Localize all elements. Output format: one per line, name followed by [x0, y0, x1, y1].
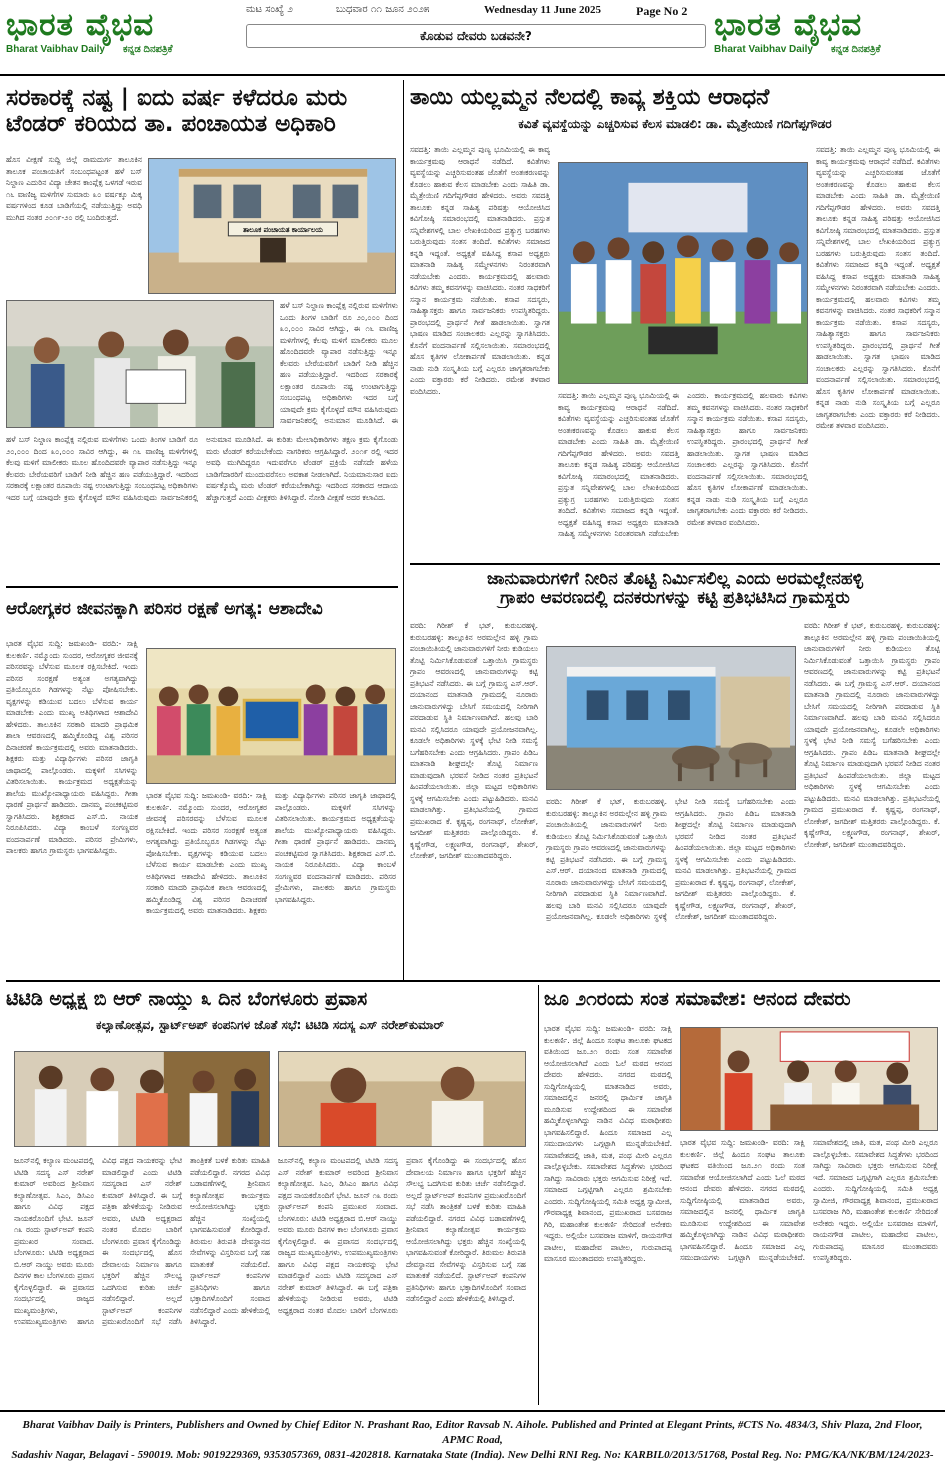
- logo-tagline: ಕನ್ನಡ ದಿನಪತ್ರಿಕೆ: [830, 44, 881, 55]
- column-divider: [403, 80, 404, 980]
- article-body-col3: ವರದಿ: ಗಿರೀಶ್ ಕೆ ಭಟ್, ಕುರುಬರಹಳ್ಳಿ. ಕುರುಬರಹಳ್ಳಿ: ತಾಲ್ಲೂಕಿನ ಅರಮಲ್ಲೇನ ಹಳ್ಳಿ ಗ್ರಾಮ ಪಂಚಾಯಿತಿಯಲ್ಲಿ ಜಾನುವಾರುಗಳಿಗೆ ನೀರು ಕುಡಿಯಲು ತೊಟ್ಟಿ ನಿರ್ಮಿಸಿಕೊಡುವಂತೆ ಒತ್ತಾಯಿಸಿ ಗ್ರಾಮಸ್ಥರು ಗ್ರಾಪಂ ಆವರಣದಲ್ಲಿ ಜಾನುವಾರುಗಳನ್ನು ಕಟ್ಟಿ ಪ್ರತಿಭಟನೆ ನಡೆಸಿದರು. ಈ ಬಗ್ಗೆ ಗ್ರಾಮಸ್ಥ ಎಸ್.ಆರ್. ದಯಾನಂದ ಮಾತನಾಡಿ ಗ್ರಾಮದಲ್ಲಿ ನೂರಾರು ಜಾನುವಾರುಗಳಿದ್ದು ಬೇಸಿಗೆ ಸಮಯದಲ್ಲಿ ನೀರಿಗಾಗಿ ಪರದಾಡುವ ಸ್ಥಿತಿ ನಿರ್ಮಾಣವಾಗಿದೆ. ಹಲವು ಬಾರಿ ಮನವಿ ಸಲ್ಲಿಸಿದರೂ ಯಾವುದೇ ಪ್ರಯೋಜನವಾಗಿಲ್ಲ. ಕೂಡಲೇ ಅಧಿಕಾರಿಗಳು ಸ್ಥಳಕ್ಕೆ ಭೇಟಿ ನೀಡಿ ಸಮಸ್ಯೆ ಬಗೆಹರಿಸಬೇಕು ಎಂದು ಆಗ್ರಹಿಸಿದರು. ಗ್ರಾಪಂ ಪಿಡಿಒ ಮಾತನಾಡಿ ಶೀಘ್ರದಲ್ಲೇ ತೊಟ್ಟಿ ನಿರ್ಮಾಣ ಮಾಡುವುದಾಗಿ ಭರವಸೆ ನೀಡಿದ ನಂತರ ಪ್ರತಿಭಟನೆ ಹಿಂಪಡೆಯಲಾಯಿತು. ಜಿಲ್ಲಾ ಮಟ್ಟದ ಅಧಿಕಾರಿಗಳು ಸ್ಥಳಕ್ಕೆ ಆಗಮಿಸಬೇಕು ಎಂದು ಪಟ್ಟುಹಿಡಿದರು. ಮನವಿ ಮಾಡಲಾಗಿತ್ತು. ಪ್ರತಿಭಟನೆಯಲ್ಲಿ ಗ್ರಾಮದ ಪ್ರಮುಖರಾದ ಕೆ. ಕೃಷ್ಣಪ್ಪ, ರಂಗನಾಥ್, ಲೋಕೇಶ್, ಜಗದೀಶ್ ಮತ್ತಿತರರು ಪಾಲ್ಗೊಂಡಿದ್ದರು. ಕೆ. ಕೃಷ್ಣೇಗೌಡ, ಲಕ್ಷ್ಮಣಗೌಡ, ರಂಗನಾಥ್, ಶೇಖರ್, ಲೋಕೇಶ್, ಜಗದೀಶ್ ಮುಂತಾದವರಿದ್ದರು.: [804, 621, 940, 849]
- article-headline: ಗ್ರಾಪಂ ಆವರಣದಲ್ಲಿ ದನಕರುಗಳನ್ನು ಕಟ್ಟಿ ಪ್ರತಿಭಟಿಸಿದ ಗ್ರಾಮಸ್ಥರು: [500, 589, 850, 609]
- office-sign-text: ತಾಲೂಕ ಪಂಚಾಯತ ಕಾರ್ಯಾಲಯ: [243, 225, 323, 234]
- article-body-col1: ಭಾರತ ವೈಭವ ಸುದ್ದಿ: ಜಮಖಂಡಿ- ವರದಿ:- ಸಾಕ್ಷಿ ಕುಲಕರ್ಣಿ. ನಮ್ಮೊಂದು ಸುಂದರ, ಆರೋಗ್ಯಕರ ಜೀವನಕ್ಕೆ ಪರಿಸರವನ್ನು ಬೆಳೆಸುವ ಮೂಲಕ ರಕ್ಷಿಸಬೇಕಿದೆ. ಇಂದು ಪರಿಸರ ಸಂರಕ್ಷಣೆ ಅತ್ಯಂತ ಅಗತ್ಯವಾಗಿದ್ದು ಪ್ರತಿಯೊಬ್ಬರೂ ಗಿಡಗಳನ್ನು ನೆಟ್ಟು ಪೋಷಿಸಬೇಕು. ವೃಕ್ಷಗಳನ್ನು ಕಡಿಯುವ ಬದಲು ಬೆಳೆಸುವ ಕಾರ್ಯ ಮಾಡಬೇಕು ಎಂದು ಮುಖ್ಯ ಅತಿಥಿಗಳಾದ ಆಶಾದೇವಿ ಹೇಳಿದರು. ತಾಲೂಕಿನ ಸರಕಾರಿ ಮಾದರಿ ಪ್ರಾಥಮಿಕ ಶಾಲಾ ಆವರಣದಲ್ಲಿ ಹಮ್ಮಿಕೊಂಡಿದ್ದ ವಿಶ್ವ ಪರಿಸರ ದಿನಾಚರಣೆ ಕಾರ್ಯಕ್ರಮದಲ್ಲಿ ಅವರು ಮಾತನಾಡಿದರು. ಶಿಕ್ಷಕರು ಮತ್ತು ವಿದ್ಯಾರ್ಥಿಗಳು ಪರಿಸರ ಜಾಗೃತಿ ಜಾಥಾದಲ್ಲಿ ಪಾಲ್ಗೊಂಡರು. ಮಕ್ಕಳಿಗೆ ಸಸಿಗಳನ್ನು ವಿತರಿಸಲಾಯಿತು. ಕಾರ್ಯಕ್ರಮದ ಅಧ್ಯಕ್ಷತೆಯನ್ನು ಶಾಲೆಯ ಮುಖ್ಯೋಪಾಧ್ಯಾಯರು ವಹಿಸಿದ್ದರು. ಗೀತಾ ಧಾರಣೆ ಪ್ರಾರ್ಥನೆ ಹಾಡಿದರು. ದಾನಮ್ಮ ಪಂಚಕಟ್ಟಿಮಠ ಸ್ವಾಗತಿಸಿದರು. ಶಿಕ್ಷಕರಾದ ಎಸ್.ಬಿ. ನಾಯಕ ನಿರೂಪಿಸಿದರು. ವಿದ್ಯಾ ಕಾಂಬಳೆ ಸಂಗಣ್ಣವರ ವಂದನಾರ್ಪಣೆ ಮಾಡಿದರು. ಪರಿಸರ ಪ್ರೇಮಿಗಳು, ಪಾಲಕರು ಹಾಗೂ ಗ್ರಾಮಸ್ಥರು ಭಾಗವಹಿಸಿದ್ದರು.: [6, 639, 138, 855]
- article-headline: ಜೂ ೨೧ರಂದು ಸಂತ ಸಮಾವೇಶ: ಆನಂದ ದೇವರು: [544, 989, 851, 1010]
- slogan-box: ಕೊಡುವ ದೇವರು ಬಡವನೇ?: [246, 24, 706, 48]
- article-headline: ಜಾನುವಾರುಗಳಿಗೆ ನೀರಿನ ತೊಟ್ಟಿ ನಿರ್ಮಿಸಲಿಲ್ಲ ಎಂದು ಅರಮಲ್ಲೇನಹಳ್ಳಿ: [487, 570, 863, 589]
- article-body: ಹಳೆ ಬಸ್ ನಿಲ್ದಾಣ ಕಾಂಪ್ಲೆಕ್ಸ ನಲ್ಲಿರುವ ಮಳಿಗೆಗಳು ಒಂದು ತಿಂಗಳ ಬಾಡಿಗೆ ರೂ ೨೦,೦೦೦ ದಿಂದ ೩೦,೦೦೦ ಸಾವಿರ ಆಗಿದ್ದು, ಈ ೧೬ ವಾಣಿಜ್ಯ ಮಳಿಗೆಗಳಲ್ಲಿ ಕೆಲವು ಮಳಿಗೆ ಮಾಲೀಕರು ಮೂಲ ಹೊಂದಿದವರೇ ವ್ಯಾಪಾರ ನಡೆಸುತ್ತಿದ್ದು ಇನ್ನೂ ಕೆಲವರು ಬೇರೆಯವರಿಗೆ ಬಾಡಿಗೆ ನೀಡಿ ಹೆಚ್ಚಿನ ಹಣ ಪಡೆಯುತ್ತಿದ್ದಾರೆ. ಇದರಿಂದ ಸರಕಾರಕ್ಕೆ ಲಕ್ಷಾಂತರ ರೂಪಾಯಿ ನಷ್ಟ ಉಂಟಾಗುತ್ತಿದ್ದು ಸಂಬಂಧಪಟ್ಟ ಅಧಿಕಾರಿಗಳು ಇದರ ಬಗ್ಗೆ ಯಾವುದೇ ಕ್ರಮ ಕೈಗೊಳ್ಳದೆ ಮೌನ ವಹಿಸಿರುವುದು ಸಾರ್ವಜನಿಕರಲ್ಲಿ ಅನುಮಾನ ಮೂಡಿಸಿದೆ. ಈ ಕುರಿತು ಮೇಲಾಧಿಕಾರಿಗಳು ತಕ್ಷಣ ಕ್ರಮ ಕೈಗೊಂಡು ಮರು ಟೆಂಡರ್ ಕರೆಯಬೇಕೆಂದು ನಾಗರಿಕರು ಆಗ್ರಹಿಸಿದ್ದಾರೆ. ೨೦೧೯ ರಲ್ಲಿ ಇದರ ಅವಧಿ ಮುಗಿದಿದ್ದರೂ ಇದುವರೆಗೂ ಟೆಂಡರ್ ಪ್ರಕ್ರಿಯೆ ನಡೆಸದೇ ಹಳೆಯ ಬಾಡಿಗೆದಾರರಿಗೆ ಮುಂದುವರೆಸಲು ಅವಕಾಶ ನೀಡಲಾಗಿದೆ. ನಿಯಮಾನುಸಾರ ಐದು ವರ್ಷಕ್ಕೊಮ್ಮೆ ಮರು ಟೆಂಡರ್ ಕರೆಯಬೇಕಾಗಿದ್ದು ಇದರಿಂದ ಸರಕಾರದ ಆದಾಯ ಹೆಚ್ಚಾಗುತ್ತದೆ ಎಂದು ವೀಕ್ಷಕರು ತಿಳಿಸಿದ್ದಾರೆ. ನೋಡಿ ವೀಕ್ಷಣೆ ಅದರ ಕಲಾವಿದ.: [6, 435, 398, 502]
- newspaper-logo-right: [714, 2, 942, 72]
- article-body-col3: ಸವದತ್ತಿ: ತಾಯಿ ಎಲ್ಲಮ್ಮನ ಪುಣ್ಯ ಭೂಮಿಯಲ್ಲಿ ಈ ಕಾವ್ಯ ಕಾರ್ಯಕ್ರಮವು ಆರಾಧನೆ ನಡೆದಿದೆ. ಕವಿತೆಗಳು ವ್ಯವಸ್ಥೆಯನ್ನು ಎಚ್ಚರಿಸುವಂತಹ ಜೊತೆಗೆ ಅಂತಃಕರಣವನ್ನು ಕೊಡಲು ಹಾಕುವ ಕೆಲಸ ಮಾಡಬೇಕು ಎಂದು ಸಾಹಿತಿ ಡಾ. ಮೈತ್ರೇಯಿಣಿ ಗದಿಗೆಪ್ಪಗೌಡರ ಹೇಳಿದರು. ಅವರು ಸವದತ್ತಿ ತಾಲೂಕು ಕನ್ನಡ ಸಾಹಿತ್ಯ ಪರಿಷತ್ತು ಆಯೋಜಿಸಿದ ಕವಿಗೋಷ್ಠಿ ಸಮಾರಂಭದಲ್ಲಿ ಮಾತನಾಡಿದರು. ಪ್ರಸ್ತುತ ಸನ್ನಿವೇಶಗಳಲ್ಲಿ ಬಾಲ ಲೇಖಕಿಯರಿಂದ ಪ್ರತ್ಯುಗ್ರ ಬರಹಗಳು ಬರುತ್ತಿರುವುದು ಸಂತಸ ತಂದಿದೆ. ಕವಿತೆಗಳು ಸಮಾಜದ ಕನ್ನಡಿ ಇದ್ದಂತೆ. ಅಧ್ಯಕ್ಷತೆ ವಹಿಸಿದ್ದ ಕಸಾಪ ಅಧ್ಯಕ್ಷರು ಮಾತನಾಡಿ ಸಾಹಿತ್ಯ ಸಮ್ಮೇಳನಗಳು ನಿರಂತರವಾಗಿ ನಡೆಯಬೇಕು ಎಂದರು. ಕಾರ್ಯಕ್ರಮದಲ್ಲಿ ಹಲವಾರು ಕವಿಗಳು ತಮ್ಮ ಕವನಗಳನ್ನು ವಾಚಿಸಿದರು. ನಂತರ ಸಾಧಕರಿಗೆ ಸನ್ಮಾನ ಕಾರ್ಯಕ್ರಮ ನಡೆಯಿತು. ಕಸಾಪ ಸದಸ್ಯರು, ಸಾಹಿತ್ಯಾಸಕ್ತರು ಹಾಗೂ ಸಾರ್ವಜನಿಕರು ಉಪಸ್ಥಿತರಿದ್ದರು. ಪ್ರಾರಂಭದಲ್ಲಿ ಪ್ರಾರ್ಥನೆ ಗೀತೆ ಹಾಡಲಾಯಿತು. ಸ್ವಾಗತ ಭಾಷಣ ಮಾಡಿದ ಸಂಚಾಲಕರು ಎಲ್ಲರನ್ನು ಸ್ವಾಗತಿಸಿದರು. ಕೊನೆಗೆ ವಂದನಾರ್ಪಣೆ ಸಲ್ಲಿಸಲಾಯಿತು. ಸಮಾರಂಭದಲ್ಲಿ ಹೊಸ ಕೃತಿಗಳ ಲೋಕಾರ್ಪಣೆ ಮಾಡಲಾಯಿತು. ಕನ್ನಡ ನಾಡು ನುಡಿ ಸಂಸ್ಕೃತಿಯ ಬಗ್ಗೆ ಎಲ್ಲರೂ ಜಾಗೃತರಾಗಬೇಕು ಎಂದು ವಕ್ತಾರರು ಕರೆ ನೀಡಿದರು. ರಮೇಶ ತಳವಾರ ವಂದಿಸಿದರು.: [816, 145, 940, 430]
- ttd-felicitation-photo: [14, 1051, 270, 1147]
- volume-number: ಮಟ ಸಂಖ್ಯೆ ೨: [246, 4, 293, 15]
- article-body-right: ಜೂನ್‌ನಲ್ಲಿ ಕಲ್ಯಾಣ ಮಂಟಪದಲ್ಲಿ ಟಿಟಿಡಿ ಸದಸ್ಯ ಎಸ್ ನರೇಶ್ ಕುಮಾರ್ ಅವರಿಂದ ಶ್ರೀನಿವಾಸ ಕಲ್ಯಾಣೋತ್ಸವ. ಸಿಎಂ, ಡಿಸಿಎಂ ಹಾಗೂ ವಿವಿಧ ಪಕ್ಷದ ನಾಯಕರೊಂದಿಗೆ ಭೇಟಿ. ಜೂನ್ ೧೩ ರಂದು ಸ್ಟಾರ್ಟ್ಅಪ್ ಕಂಪನಿ ಪ್ರಮುಖರ ಸಂವಾದ. ಬೆಂಗಳೂರು: ಟಿಟಿಡಿ ಅಧ್ಯಕ್ಷರಾದ ಬಿ.ಆರ್ ನಾಯ್ಡು ಅವರು ಮೂರು ದಿನಗಳ ಕಾಲ ಬೆಂಗಳೂರು ಪ್ರವಾಸ ಕೈಗೊಳ್ಳಲಿದ್ದಾರೆ. ಈ ಪ್ರವಾಸದ ಸಂದರ್ಭದಲ್ಲಿ ರಾಜ್ಯದ ಮುಖ್ಯಮಂತ್ರಿಗಳು, ಉಪಮುಖ್ಯಮಂತ್ರಿಗಳು ಹಾಗೂ ವಿವಿಧ ಪಕ್ಷದ ನಾಯಕರನ್ನು ಭೇಟಿ ಮಾಡಲಿದ್ದಾರೆ ಎಂದು ಟಿಟಿಡಿ ಸದಸ್ಯರಾದ ಎಸ್ ನರೇಶ್ ಕುಮಾರ್ ತಿಳಿಸಿದ್ದಾರೆ. ಈ ಬಗ್ಗೆ ಪತ್ರಿಕಾ ಹೇಳಿಕೆಯನ್ನು ನೀಡಿರುವ ಅವರು, ಟಿಟಿಡಿ ಅಧ್ಯಕ್ಷರಾದ ನಂತರ ಮೊದಲ ಬಾರಿಗೆ ಬೆಂಗಳೂರು ಪ್ರವಾಸ ಕೈಗೊಂಡಿದ್ದು ಈ ಸಂದರ್ಭದಲ್ಲಿ ಹೊಸ ದೇವಾಲಯ ನಿರ್ಮಾಣ ಹಾಗೂ ಭಕ್ತರಿಗೆ ಹೆಚ್ಚಿನ ಸೌಲಭ್ಯ ಒದಗಿಸುವ ಕುರಿತು ಚರ್ಚೆ ನಡೆಸಲಿದ್ದಾರೆ. ಅಲ್ಲದೆ ಸ್ಟಾರ್ಟ್ಅಪ್ ಕಂಪನಿಗಳ ಪ್ರಮುಖರೊಂದಿಗೆ ಸಭೆ ನಡೆಸಿ ತಾಂತ್ರಿಕತೆ ಬಳಕೆ ಕುರಿತು ಮಾಹಿತಿ ಪಡೆಯಲಿದ್ದಾರೆ. ನಗರದ ವಿವಿಧ ಬಡಾವಣೆಗಳಲ್ಲಿ ಶ್ರೀನಿವಾಸ ಕಲ್ಯಾಣೋತ್ಸವ ಕಾರ್ಯಕ್ರಮ ಆಯೋಜಿಸಲಾಗಿದ್ದು ಭಕ್ತರು ಹೆಚ್ಚಿನ ಸಂಖ್ಯೆಯಲ್ಲಿ ಭಾಗವಹಿಸುವಂತೆ ಕೋರಿದ್ದಾರೆ. ತಿರುಮಲ ತಿರುಪತಿ ದೇವಸ್ಥಾನದ ಸೇವೆಗಳನ್ನು ವಿಸ್ತರಿಸುವ ಬಗ್ಗೆ ಸಹ ಮಾತುಕತೆ ನಡೆಯಲಿದೆ. ಸ್ಟಾರ್ಟ್ಅಪ್ ಕಂಪನಿಗಳ ಪ್ರತಿನಿಧಿಗಳು ಹಾಗೂ ಭಕ್ತಾದಿಗಳೊಂದಿಗೆ ಸಂವಾದ ನಡೆಸಲಿದ್ದಾರೆ ಎಂದು ಹೇಳಿಕೆಯಲ್ಲಿ ತಿಳಿಸಿದ್ದಾರೆ.: [278, 1156, 526, 1315]
- logo-english: Bharat Vaibhav Daily: [714, 44, 813, 55]
- article-poetry-event: [410, 82, 940, 560]
- section-divider: [410, 563, 940, 565]
- article-body-left: ಜೂನ್‌ನಲ್ಲಿ ಕಲ್ಯಾಣ ಮಂಟಪದಲ್ಲಿ ಟಿಟಿಡಿ ಸದಸ್ಯ ಎಸ್ ನರೇಶ್ ಕುಮಾರ್ ಅವರಿಂದ ಶ್ರೀನಿವಾಸ ಕಲ್ಯಾಣೋತ್ಸವ. ಸಿಎಂ, ಡಿಸಿಎಂ ಹಾಗೂ ವಿವಿಧ ಪಕ್ಷದ ನಾಯಕರೊಂದಿಗೆ ಭೇಟಿ. ಜೂನ್ ೧೩ ರಂದು ಸ್ಟಾರ್ಟ್ಅಪ್ ಕಂಪನಿ ಪ್ರಮುಖರ ಸಂವಾದ. ಬೆಂಗಳೂರು: ಟಿಟಿಡಿ ಅಧ್ಯಕ್ಷರಾದ ಬಿ.ಆರ್ ನಾಯ್ಡು ಅವರು ಮೂರು ದಿನಗಳ ಕಾಲ ಬೆಂಗಳೂರು ಪ್ರವಾಸ ಕೈಗೊಳ್ಳಲಿದ್ದಾರೆ. ಈ ಪ್ರವಾಸದ ಸಂದರ್ಭದಲ್ಲಿ ರಾಜ್ಯದ ಮುಖ್ಯಮಂತ್ರಿಗಳು, ಉಪಮುಖ್ಯಮಂತ್ರಿಗಳು ಹಾಗೂ ವಿವಿಧ ಪಕ್ಷದ ನಾಯಕರನ್ನು ಭೇಟಿ ಮಾಡಲಿದ್ದಾರೆ ಎಂದು ಟಿಟಿಡಿ ಸದಸ್ಯರಾದ ಎಸ್ ನರೇಶ್ ಕುಮಾರ್ ತಿಳಿಸಿದ್ದಾರೆ. ಈ ಬಗ್ಗೆ ಪತ್ರಿಕಾ ಹೇಳಿಕೆಯನ್ನು ನೀಡಿರುವ ಅವರು, ಟಿಟಿಡಿ ಅಧ್ಯಕ್ಷರಾದ ನಂತರ ಮೊದಲ ಬಾರಿಗೆ ಬೆಂಗಳೂರು ಪ್ರವಾಸ ಕೈಗೊಂಡಿದ್ದು ಈ ಸಂದರ್ಭದಲ್ಲಿ ಹೊಸ ದೇವಾಲಯ ನಿರ್ಮಾಣ ಹಾಗೂ ಭಕ್ತರಿಗೆ ಹೆಚ್ಚಿನ ಸೌಲಭ್ಯ ಒದಗಿಸುವ ಕುರಿತು ಚರ್ಚೆ ನಡೆಸಲಿದ್ದಾರೆ. ಅಲ್ಲದೆ ಸ್ಟಾರ್ಟ್ಅಪ್ ಕಂಪನಿಗಳ ಪ್ರಮುಖರೊಂದಿಗೆ ಸಭೆ ನಡೆಸಿ ತಾಂತ್ರಿಕತೆ ಬಳಕೆ ಕುರಿತು ಮಾಹಿತಿ ಪಡೆಯಲಿದ್ದಾರೆ. ನಗರದ ವಿವಿಧ ಬಡಾವಣೆಗಳಲ್ಲಿ ಶ್ರೀನಿವಾಸ ಕಲ್ಯಾಣೋತ್ಸವ ಕಾರ್ಯಕ್ರಮ ಆಯೋಜಿಸಲಾಗಿದ್ದು ಭಕ್ತರು ಹೆಚ್ಚಿನ ಸಂಖ್ಯೆಯಲ್ಲಿ ಭಾಗವಹಿಸುವಂತೆ ಕೋರಿದ್ದಾರೆ. ತಿರುಮಲ ತಿರುಪತಿ ದೇವಸ್ಥಾನದ ಸೇವೆಗಳನ್ನು ವಿಸ್ತರಿಸುವ ಬಗ್ಗೆ ಸಹ ಮಾತುಕತೆ ನಡೆಯಲಿದೆ. ಸ್ಟಾರ್ಟ್ಅಪ್ ಕಂಪನಿಗಳ ಪ್ರತಿನಿಧಿಗಳು ಹಾಗೂ ಭಕ್ತಾದಿಗಳೊಂದಿಗೆ ಸಂವಾದ ನಡೆಸಲಿದ್ದಾರೆ ಎಂದು ಹೇಳಿಕೆಯಲ್ಲಿ ತಿಳಿಸಿದ್ದಾರೆ.: [14, 1156, 270, 1326]
- date-english: Wednesday 11 June 2025: [484, 4, 602, 16]
- date-kannada: ಬುಧವಾರ ೧೧ ಜೂನ ೨೦೨೫: [336, 4, 430, 15]
- article-saint-convention: [544, 985, 940, 1405]
- article-headline: ಸರಕಾರಕ್ಕೆ ನಷ್ಟ | ಐದು ವರ್ಷ ಕಳೆದರೂ ಮರು: [6, 86, 348, 111]
- logo-title: ಭಾರತ ವೈಭವ: [6, 7, 155, 43]
- article-environment-day: [6, 592, 398, 976]
- article-subhead: ಕವಿತೆ ವ್ಯವಸ್ಥೆಯನ್ನು ಎಚ್ಚರಿಸುವ ಕೆಲಸ ಮಾಡಲಿ: ಡಾ. ಮೈತ್ರೇಯಿಣಿ ಗದಿಗೆಪ್ಪಗೌಡರ: [518, 116, 832, 131]
- article-headline: ಆರೋಗ್ಯಕರ ಜೀವನಕ್ಕಾಗಿ ಪರಿಸರ ರಕ್ಷಣೆ ಅಗತ್ಯ: ಆಶಾದೇವಿ: [6, 600, 323, 619]
- logo-tagline: ಕನ್ನಡ ದಿನಪತ್ರಿಕೆ: [122, 44, 173, 55]
- environment-day-group-photo: [146, 648, 396, 784]
- issue-meta: [246, 4, 706, 22]
- article-headline: ತಾಯಿ ಯಲ್ಲಮ್ಮನ ನೆಲದಲ್ಲಿ ಕಾವ್ಯ ಶಕ್ತಿಯ ಆರಾಧನೆ: [410, 86, 770, 110]
- article-body-bottom: ಸವದತ್ತಿ: ತಾಯಿ ಎಲ್ಲಮ್ಮನ ಪುಣ್ಯ ಭೂಮಿಯಲ್ಲಿ ಈ ಕಾವ್ಯ ಕಾರ್ಯಕ್ರಮವು ಆರಾಧನೆ ನಡೆದಿದೆ. ಕವಿತೆಗಳು ವ್ಯವಸ್ಥೆಯನ್ನು ಎಚ್ಚರಿಸುವಂತಹ ಜೊತೆಗೆ ಅಂತಃಕರಣವನ್ನು ಕೊಡಲು ಹಾಕುವ ಕೆಲಸ ಮಾಡಬೇಕು ಎಂದು ಸಾಹಿತಿ ಡಾ. ಮೈತ್ರೇಯಿಣಿ ಗದಿಗೆಪ್ಪಗೌಡರ ಹೇಳಿದರು. ಅವರು ಸವದತ್ತಿ ತಾಲೂಕು ಕನ್ನಡ ಸಾಹಿತ್ಯ ಪರಿಷತ್ತು ಆಯೋಜಿಸಿದ ಕವಿಗೋಷ್ಠಿ ಸಮಾರಂಭದಲ್ಲಿ ಮಾತನಾಡಿದರು. ಪ್ರಸ್ತುತ ಸನ್ನಿವೇಶಗಳಲ್ಲಿ ಬಾಲ ಲೇಖಕಿಯರಿಂದ ಪ್ರತ್ಯುಗ್ರ ಬರಹಗಳು ಬರುತ್ತಿರುವುದು ಸಂತಸ ತಂದಿದೆ. ಕವಿತೆಗಳು ಸಮಾಜದ ಕನ್ನಡಿ ಇದ್ದಂತೆ. ಅಧ್ಯಕ್ಷತೆ ವಹಿಸಿದ್ದ ಕಸಾಪ ಅಧ್ಯಕ್ಷರು ಮಾತನಾಡಿ ಸಾಹಿತ್ಯ ಸಮ್ಮೇಳನಗಳು ನಿರಂತರವಾಗಿ ನಡೆಯಬೇಕು ಎಂದರು. ಕಾರ್ಯಕ್ರಮದಲ್ಲಿ ಹಲವಾರು ಕವಿಗಳು ತಮ್ಮ ಕವನಗಳನ್ನು ವಾಚಿಸಿದರು. ನಂತರ ಸಾಧಕರಿಗೆ ಸನ್ಮಾನ ಕಾರ್ಯಕ್ರಮ ನಡೆಯಿತು. ಕಸಾಪ ಸದಸ್ಯರು, ಸಾಹಿತ್ಯಾಸಕ್ತರು ಹಾಗೂ ಸಾರ್ವಜನಿಕರು ಉಪಸ್ಥಿತರಿದ್ದರು. ಪ್ರಾರಂಭದಲ್ಲಿ ಪ್ರಾರ್ಥನೆ ಗೀತೆ ಹಾಡಲಾಯಿತು. ಸ್ವಾಗತ ಭಾಷಣ ಮಾಡಿದ ಸಂಚಾಲಕರು ಎಲ್ಲರನ್ನು ಸ್ವಾಗತಿಸಿದರು. ಕೊನೆಗೆ ವಂದನಾರ್ಪಣೆ ಸಲ್ಲಿಸಲಾಯಿತು. ಸಮಾರಂಭದಲ್ಲಿ ಹೊಸ ಕೃತಿಗಳ ಲೋಕಾರ್ಪಣೆ ಮಾಡಲಾಯಿತು. ಕನ್ನಡ ನಾಡು ನುಡಿ ಸಂಸ್ಕೃತಿಯ ಬಗ್ಗೆ ಎಲ್ಲರೂ ಜಾಗೃತರಾಗಬೇಕು ಎಂದು ವಕ್ತಾರರು ಕರೆ ನೀಡಿದರು. ರಮೇಶ ತಳವಾರ ವಂದಿಸಿದರು.: [558, 391, 808, 538]
- award-ceremony-photo: [558, 162, 808, 384]
- section-divider: [6, 586, 398, 588]
- article-body-bottom: ವರದಿ: ಗಿರೀಶ್ ಕೆ ಭಟ್, ಕುರುಬರಹಳ್ಳಿ. ಕುರುಬರಹಳ್ಳಿ: ತಾಲ್ಲೂಕಿನ ಅರಮಲ್ಲೇನ ಹಳ್ಳಿ ಗ್ರಾಮ ಪಂಚಾಯಿತಿಯಲ್ಲಿ ಜಾನುವಾರುಗಳಿಗೆ ನೀರು ಕುಡಿಯಲು ತೊಟ್ಟಿ ನಿರ್ಮಿಸಿಕೊಡುವಂತೆ ಒತ್ತಾಯಿಸಿ ಗ್ರಾಮಸ್ಥರು ಗ್ರಾಪಂ ಆವರಣದಲ್ಲಿ ಜಾನುವಾರುಗಳನ್ನು ಕಟ್ಟಿ ಪ್ರತಿಭಟನೆ ನಡೆಸಿದರು. ಈ ಬಗ್ಗೆ ಗ್ರಾಮಸ್ಥ ಎಸ್.ಆರ್. ದಯಾನಂದ ಮಾತನಾಡಿ ಗ್ರಾಮದಲ್ಲಿ ನೂರಾರು ಜಾನುವಾರುಗಳಿದ್ದು ಬೇಸಿಗೆ ಸಮಯದಲ್ಲಿ ನೀರಿಗಾಗಿ ಪರದಾಡುವ ಸ್ಥಿತಿ ನಿರ್ಮಾಣವಾಗಿದೆ. ಹಲವು ಬಾರಿ ಮನವಿ ಸಲ್ಲಿಸಿದರೂ ಯಾವುದೇ ಪ್ರಯೋಜನವಾಗಿಲ್ಲ. ಕೂಡಲೇ ಅಧಿಕಾರಿಗಳು ಸ್ಥಳಕ್ಕೆ ಭೇಟಿ ನೀಡಿ ಸಮಸ್ಯೆ ಬಗೆಹರಿಸಬೇಕು ಎಂದು ಆಗ್ರಹಿಸಿದರು. ಗ್ರಾಪಂ ಪಿಡಿಒ ಮಾತನಾಡಿ ಶೀಘ್ರದಲ್ಲೇ ತೊಟ್ಟಿ ನಿರ್ಮಾಣ ಮಾಡುವುದಾಗಿ ಭರವಸೆ ನೀಡಿದ ನಂತರ ಪ್ರತಿಭಟನೆ ಹಿಂಪಡೆಯಲಾಯಿತು. ಜಿಲ್ಲಾ ಮಟ್ಟದ ಅಧಿಕಾರಿಗಳು ಸ್ಥಳಕ್ಕೆ ಆಗಮಿಸಬೇಕು ಎಂದು ಪಟ್ಟುಹಿಡಿದರು. ಮನವಿ ಮಾಡಲಾಗಿತ್ತು. ಪ್ರತಿಭಟನೆಯಲ್ಲಿ ಗ್ರಾಮದ ಪ್ರಮುಖರಾದ ಕೆ. ಕೃಷ್ಣಪ್ಪ, ರಂಗನಾಥ್, ಲೋಕೇಶ್, ಜಗದೀಶ್ ಮತ್ತಿತರರು ಪಾಲ್ಗೊಂಡಿದ್ದರು. ಕೆ. ಕೃಷ್ಣೇಗೌಡ, ಲಕ್ಷ್ಮಣಗೌಡ, ರಂಗನಾಥ್, ಶೇಖರ್, ಲೋಕೇಶ್, ಜಗದೀಶ್ ಮುಂತಾದವರಿದ್ದರು.: [546, 797, 796, 921]
- logo-title: ಭಾರತ ವೈಭವ: [714, 7, 863, 43]
- ttd-chairman-portrait-photo: [278, 1051, 526, 1147]
- article-body-col1: ವರದಿ: ಗಿರೀಶ್ ಕೆ ಭಟ್, ಕುರುಬರಹಳ್ಳಿ. ಕುರುಬರಹಳ್ಳಿ: ತಾಲ್ಲೂಕಿನ ಅರಮಲ್ಲೇನ ಹಳ್ಳಿ ಗ್ರಾಮ ಪಂಚಾಯಿತಿಯಲ್ಲಿ ಜಾನುವಾರುಗಳಿಗೆ ನೀರು ಕುಡಿಯಲು ತೊಟ್ಟಿ ನಿರ್ಮಿಸಿಕೊಡುವಂತೆ ಒತ್ತಾಯಿಸಿ ಗ್ರಾಮಸ್ಥರು ಗ್ರಾಪಂ ಆವರಣದಲ್ಲಿ ಜಾನುವಾರುಗಳನ್ನು ಕಟ್ಟಿ ಪ್ರತಿಭಟನೆ ನಡೆಸಿದರು. ಈ ಬಗ್ಗೆ ಗ್ರಾಮಸ್ಥ ಎಸ್.ಆರ್. ದಯಾನಂದ ಮಾತನಾಡಿ ಗ್ರಾಮದಲ್ಲಿ ನೂರಾರು ಜಾನುವಾರುಗಳಿದ್ದು ಬೇಸಿಗೆ ಸಮಯದಲ್ಲಿ ನೀರಿಗಾಗಿ ಪರದಾಡುವ ಸ್ಥಿತಿ ನಿರ್ಮಾಣವಾಗಿದೆ. ಹಲವು ಬಾರಿ ಮನವಿ ಸಲ್ಲಿಸಿದರೂ ಯಾವುದೇ ಪ್ರಯೋಜನವಾಗಿಲ್ಲ. ಕೂಡಲೇ ಅಧಿಕಾರಿಗಳು ಸ್ಥಳಕ್ಕೆ ಭೇಟಿ ನೀಡಿ ಸಮಸ್ಯೆ ಬಗೆಹರಿಸಬೇಕು ಎಂದು ಆಗ್ರಹಿಸಿದರು. ಗ್ರಾಪಂ ಪಿಡಿಒ ಮಾತನಾಡಿ ಶೀಘ್ರದಲ್ಲೇ ತೊಟ್ಟಿ ನಿರ್ಮಾಣ ಮಾಡುವುದಾಗಿ ಭರವಸೆ ನೀಡಿದ ನಂತರ ಪ್ರತಿಭಟನೆ ಹಿಂಪಡೆಯಲಾಯಿತು. ಜಿಲ್ಲಾ ಮಟ್ಟದ ಅಧಿಕಾರಿಗಳು ಸ್ಥಳಕ್ಕೆ ಆಗಮಿಸಬೇಕು ಎಂದು ಪಟ್ಟುಹಿಡಿದರು. ಮನವಿ ಮಾಡಲಾಗಿತ್ತು. ಪ್ರತಿಭಟನೆಯಲ್ಲಿ ಗ್ರಾಮದ ಪ್ರಮುಖರಾದ ಕೆ. ಕೃಷ್ಣಪ್ಪ, ರಂಗನಾಥ್, ಲೋಕೇಶ್, ಜಗದೀಶ್ ಮತ್ತಿತರರು ಪಾಲ್ಗೊಂಡಿದ್ದರು. ಕೆ. ಕೃಷ್ಣೇಗೌಡ, ಲಕ್ಷ್ಮಣಗೌಡ, ರಂಗನಾಥ್, ಶೇಖರ್, ಲೋಕೇಶ್, ಜಗದೀಶ್ ಮುಂತಾದವರಿದ್ದರು.: [410, 621, 538, 860]
- article-body-col1: ಭಾರತ ವೈಭವ ಸುದ್ದಿ: ಜಮಖಂಡಿ- ವರದಿ: ಸಾಕ್ಷಿ ಕುಲಕರ್ಣಿ. ಜಿಲ್ಲೆ ಹಿಂದೂ ಸಂಘಟ ತಾಲೂಕು ಘಟಕದ ವತಿಯಿಂದ ಜೂ.೨೧ ರಂದು ಸಂತ ಸಮಾವೇಶ ಆಯೋಜಿಸಲಾಗಿದೆ ಎಂದು ಓಲೆ ಮಠದ ಆನಂದ ದೇವರು ಹೇಳಿದರು. ನಗರದ ಮಠದಲ್ಲಿ ಸುದ್ದಿಗೋಷ್ಠಿಯಲ್ಲಿ ಮಾತನಾಡಿದ ಅವರು, ಸಮಾಜದಲ್ಲಿನ ಜನರಲ್ಲಿ ಧಾರ್ಮಿಕ ಜಾಗೃತಿ ಮೂಡಿಸುವ ಉದ್ದೇಶದಿಂದ ಈ ಸಮಾವೇಶ ಹಮ್ಮಿಕೊಳ್ಳಲಾಗಿದ್ದು ನಾಡಿನ ವಿವಿಧ ಮಠಾಧೀಶರು ಭಾಗವಹಿಸಲಿದ್ದಾರೆ. ಹಿಂದೂ ಸಮಾಜದ ಎಲ್ಲ ಸಮುದಾಯಗಳು ಒಗ್ಗಟ್ಟಾಗಿ ಮುನ್ನಡೆಯಬೇಕಿದೆ. ಸಮಾವೇಶದಲ್ಲಿ ಜಾತಿ, ಮತ, ಪಂಥ ಮೀರಿ ಎಲ್ಲರೂ ಪಾಲ್ಗೊಳ್ಳಬೇಕು. ಸಮಾವೇಶದ ಸಿದ್ಧತೆಗಳು ಭರದಿಂದ ಸಾಗಿದ್ದು ಸಾವಿರಾರು ಭಕ್ತರು ಆಗಮಿಸುವ ನಿರೀಕ್ಷೆ ಇದೆ. ಸಮಾಜದ ಒಗ್ಗಟ್ಟಿಗಾಗಿ ಎಲ್ಲರೂ ಶ್ರಮಿಸಬೇಕು ಎಂದರು. ಸುದ್ದಿಗೋಷ್ಠಿಯಲ್ಲಿ ಸಮಿತಿ ಅಧ್ಯಕ್ಷ ಸ್ವಾಮೀಜಿ, ಗೌರವಾಧ್ಯಕ್ಷ ಶಿವಾನಂದ, ಪ್ರಮುಖರಾದ ಬಸವರಾಜ ಗಿರಿ, ಮಹಾಂತೇಶ ಕುಲಕರ್ಣಿ ಸೇರಿದಂತೆ ಅನೇಕರು ಇದ್ದರು. ಅಲ್ಲಿಯೇ ಬಸವರಾಜ ಮಾಳಿಗೆ, ರಾಯನಗೌಡ ಪಾಟೀಲ, ಮಹಾದೇವ ಪಾಟೀಲ, ಗುರುಪಾದಪ್ಪ ಮಾಸೂರ ಮುಂತಾದವರು ಉಪಸ್ಥಿತರಿದ್ದರು.: [544, 1024, 672, 1263]
- masthead: [0, 0, 945, 76]
- officials-photo: [6, 300, 274, 428]
- press-meet-swamiji-photo: [680, 1027, 938, 1131]
- article-headline: ಟೆಂಡರ್ ಕರಿಯದ ತಾ. ಪಂಚಾಯತ ಅಧಿಕಾರಿ: [6, 111, 336, 137]
- article-body-bottom: ಭಾರತ ವೈಭವ ಸುದ್ದಿ: ಜಮಖಂಡಿ- ವರದಿ: ಸಾಕ್ಷಿ ಕುಲಕರ್ಣಿ. ಜಿಲ್ಲೆ ಹಿಂದೂ ಸಂಘಟ ತಾಲೂಕು ಘಟಕದ ವತಿಯಿಂದ ಜೂ.೨೧ ರಂದು ಸಂತ ಸಮಾವೇಶ ಆಯೋಜಿಸಲಾಗಿದೆ ಎಂದು ಓಲೆ ಮಠದ ಆನಂದ ದೇವರು ಹೇಳಿದರು. ನಗರದ ಮಠದಲ್ಲಿ ಸುದ್ದಿಗೋಷ್ಠಿಯಲ್ಲಿ ಮಾತನಾಡಿದ ಅವರು, ಸಮಾಜದಲ್ಲಿನ ಜನರಲ್ಲಿ ಧಾರ್ಮಿಕ ಜಾಗೃತಿ ಮೂಡಿಸುವ ಉದ್ದೇಶದಿಂದ ಈ ಸಮಾವೇಶ ಹಮ್ಮಿಕೊಳ್ಳಲಾಗಿದ್ದು ನಾಡಿನ ವಿವಿಧ ಮಠಾಧೀಶರು ಭಾಗವಹಿಸಲಿದ್ದಾರೆ. ಹಿಂದೂ ಸಮಾಜದ ಎಲ್ಲ ಸಮುದಾಯಗಳು ಒಗ್ಗಟ್ಟಾಗಿ ಮುನ್ನಡೆಯಬೇಕಿದೆ. ಸಮಾವೇಶದಲ್ಲಿ ಜಾತಿ, ಮತ, ಪಂಥ ಮೀರಿ ಎಲ್ಲರೂ ಪಾಲ್ಗೊಳ್ಳಬೇಕು. ಸಮಾವೇಶದ ಸಿದ್ಧತೆಗಳು ಭರದಿಂದ ಸಾಗಿದ್ದು ಸಾವಿರಾರು ಭಕ್ತರು ಆಗಮಿಸುವ ನಿರೀಕ್ಷೆ ಇದೆ. ಸಮಾಜದ ಒಗ್ಗಟ್ಟಿಗಾಗಿ ಎಲ್ಲರೂ ಶ್ರಮಿಸಬೇಕು ಎಂದರು. ಸುದ್ದಿಗೋಷ್ಠಿಯಲ್ಲಿ ಸಮಿತಿ ಅಧ್ಯಕ್ಷ ಸ್ವಾಮೀಜಿ, ಗೌರವಾಧ್ಯಕ್ಷ ಶಿವಾನಂದ, ಪ್ರಮುಖರಾದ ಬಸವರಾಜ ಗಿರಿ, ಮಹಾಂತೇಶ ಕುಲಕರ್ಣಿ ಸೇರಿದಂತೆ ಅನೇಕರು ಇದ್ದರು. ಅಲ್ಲಿಯೇ ಬಸವರಾಜ ಮಾಳಿಗೆ, ರಾಯನಗೌಡ ಪಾಟೀಲ, ಮಹಾದೇವ ಪಾಟೀಲ, ಗುರುಪಾದಪ್ಪ ಮಾಸೂರ ಮುಂತಾದವರು ಉಪಸ್ಥಿತರಿದ್ದರು.: [680, 1138, 938, 1262]
- imprint-line: Sadashiv Nagar, Belagavi - 590019. Mob: 9019229369, 9353057369, 0831-4202818. Karnataka State (India). New Delhi RNI Reg. No: KARBIL0/2013/51768, Postal Reg. No: PMG/KA/NK/BM/124/2023-: [11, 1449, 934, 1461]
- cattle-at-panchayat-photo: [546, 646, 796, 790]
- article-panchayat-tender: [6, 82, 398, 582]
- article-headline: ಟಿಟಿಡಿ ಅಧ್ಯಕ್ಷ ಬಿ ಆರ್ ನಾಯ್ಡು ೩ ದಿನ ಬೆಂಗಳೂರು ಪ್ರವಾಸ: [6, 989, 368, 1010]
- article-body-side: ಹಳೆ ಬಸ್ ನಿಲ್ದಾಣ ಕಾಂಪ್ಲೆಕ್ಸ ನಲ್ಲಿರುವ ಮಳಿಗೆಗಳು ಒಂದು ತಿಂಗಳ ಬಾಡಿಗೆ ರೂ ೨೦,೦೦೦ ದಿಂದ ೩೦,೦೦೦ ಸಾವಿರ ಆಗಿದ್ದು, ಈ ೧೬ ವಾಣಿಜ್ಯ ಮಳಿಗೆಗಳಲ್ಲಿ ಕೆಲವು ಮಳಿಗೆ ಮಾಲೀಕರು ಮೂಲ ಹೊಂದಿದವರೇ ವ್ಯಾಪಾರ ನಡೆಸುತ್ತಿದ್ದು ಇನ್ನೂ ಕೆಲವರು ಬೇರೆಯವರಿಗೆ ಬಾಡಿಗೆ ನೀಡಿ ಹೆಚ್ಚಿನ ಹಣ ಪಡೆಯುತ್ತಿದ್ದಾರೆ. ಇದರಿಂದ ಸರಕಾರಕ್ಕೆ ಲಕ್ಷಾಂತರ ರೂಪಾಯಿ ನಷ್ಟ ಉಂಟಾಗುತ್ತಿದ್ದು ಸಂಬಂಧಪಟ್ಟ ಅಧಿಕಾರಿಗಳು ಇದರ ಬಗ್ಗೆ ಯಾವುದೇ ಕ್ರಮ ಕೈಗೊಳ್ಳದೆ ಮೌನ ವಹಿಸಿರುವುದು ಸಾರ್ವಜನಿಕರಲ್ಲಿ ಅನುಮಾನ ಮೂಡಿಸಿದೆ. ಈ: [280, 301, 398, 425]
- article-body-col1: ಸವದತ್ತಿ: ತಾಯಿ ಎಲ್ಲಮ್ಮನ ಪುಣ್ಯ ಭೂಮಿಯಲ್ಲಿ ಈ ಕಾವ್ಯ ಕಾರ್ಯಕ್ರಮವು ಆರಾಧನೆ ನಡೆದಿದೆ. ಕವಿತೆಗಳು ವ್ಯವಸ್ಥೆಯನ್ನು ಎಚ್ಚರಿಸುವಂತಹ ಜೊತೆಗೆ ಅಂತಃಕರಣವನ್ನು ಕೊಡಲು ಹಾಕುವ ಕೆಲಸ ಮಾಡಬೇಕು ಎಂದು ಸಾಹಿತಿ ಡಾ. ಮೈತ್ರೇಯಿಣಿ ಗದಿಗೆಪ್ಪಗೌಡರ ಹೇಳಿದರು. ಅವರು ಸವದತ್ತಿ ತಾಲೂಕು ಕನ್ನಡ ಸಾಹಿತ್ಯ ಪರಿಷತ್ತು ಆಯೋಜಿಸಿದ ಕವಿಗೋಷ್ಠಿ ಸಮಾರಂಭದಲ್ಲಿ ಮಾತನಾಡಿದರು. ಪ್ರಸ್ತುತ ಸನ್ನಿವೇಶಗಳಲ್ಲಿ ಬಾಲ ಲೇಖಕಿಯರಿಂದ ಪ್ರತ್ಯುಗ್ರ ಬರಹಗಳು ಬರುತ್ತಿರುವುದು ಸಂತಸ ತಂದಿದೆ. ಕವಿತೆಗಳು ಸಮಾಜದ ಕನ್ನಡಿ ಇದ್ದಂತೆ. ಅಧ್ಯಕ್ಷತೆ ವಹಿಸಿದ್ದ ಕಸಾಪ ಅಧ್ಯಕ್ಷರು ಮಾತನಾಡಿ ಸಾಹಿತ್ಯ ಸಮ್ಮೇಳನಗಳು ನಿರಂತರವಾಗಿ ನಡೆಯಬೇಕು ಎಂದರು. ಕಾರ್ಯಕ್ರಮದಲ್ಲಿ ಹಲವಾರು ಕವಿಗಳು ತಮ್ಮ ಕವನಗಳನ್ನು ವಾಚಿಸಿದರು. ನಂತರ ಸಾಧಕರಿಗೆ ಸನ್ಮಾನ ಕಾರ್ಯಕ್ರಮ ನಡೆಯಿತು. ಕಸಾಪ ಸದಸ್ಯರು, ಸಾಹಿತ್ಯಾಸಕ್ತರು ಹಾಗೂ ಸಾರ್ವಜನಿಕರು ಉಪಸ್ಥಿತರಿದ್ದರು. ಪ್ರಾರಂಭದಲ್ಲಿ ಪ್ರಾರ್ಥನೆ ಗೀತೆ ಹಾಡಲಾಯಿತು. ಸ್ವಾಗತ ಭಾಷಣ ಮಾಡಿದ ಸಂಚಾಲಕರು ಎಲ್ಲರನ್ನು ಸ್ವಾಗತಿಸಿದರು. ಕೊನೆಗೆ ವಂದನಾರ್ಪಣೆ ಸಲ್ಲಿಸಲಾಯಿತು. ಸಮಾರಂಭದಲ್ಲಿ ಹೊಸ ಕೃತಿಗಳ ಲೋಕಾರ್ಪಣೆ ಮಾಡಲಾಯಿತು. ಕನ್ನಡ ನಾಡು ನುಡಿ ಸಂಸ್ಕೃತಿಯ ಬಗ್ಗೆ ಎಲ್ಲರೂ ಜಾಗೃತರಾಗಬೇಕು ಎಂದು ವಕ್ತಾರರು ಕರೆ ನೀಡಿದರು. ರಮೇಶ ತಳವಾರ ವಂದಿಸಿದರು.: [410, 145, 550, 396]
- section-divider: [6, 980, 940, 982]
- imprint-line: Bharat Vaibhav Daily is Printers, Publishers and Owned by Chief Editor N. Prashant Rao, Editor Ravsab N. Aihole. Published and Printed at Elegant Prints, #CTS No. 4834/3, Shiv Plaza, 2nd Floor, APMC Road,: [22, 1419, 923, 1446]
- imprint-footer: [0, 1410, 945, 1461]
- article-cattle-protest: [410, 568, 940, 976]
- newspaper-logo-left: [6, 2, 234, 72]
- office-building-photo: [148, 158, 396, 294]
- column-divider: [538, 985, 539, 1405]
- article-lead: ಹೊಸ ವೀಕ್ಷಣೆ ಸುದ್ದಿ ಜಿಲ್ಲೆ ರಾಮದುರ್ಗ ತಾಲೂಕಿನ ತಾಲೂಕ ಪಂಚಾಯತಿಗೆ ಸಂಬಂಧಪಟ್ಟಂತ ಹಳೆ ಬಸ್ ನಿಲ್ದಾಣ ಎದುರಿನ ವಿದ್ಯಾ ಚೇತನ ಕಾಂಪ್ಲೆಕ್ಸ ಒಳಗಡೆ ಇರುವ ೧೬ ವಾಣಿಜ್ಯ ಮಳಿಗೆಗಳ ಸುಮಾರು ೩೦ ವರ್ಷಕ್ಕೂ ಮಿಕ್ಕ ವರ್ಷಗಳಿಂದ ಕೂಡ ಬಾಡಿಗೆಯಲ್ಲಿ ನಡೆಯುತ್ತಿದ್ದು ಅವಧಿ ಮುಗಿದ ನಂತರ ೨೦೧೯-೨೦ ರಲ್ಲಿ ಬಂದಿರುತ್ತದೆ.: [6, 155, 142, 222]
- page-number: Page No 2: [636, 4, 688, 18]
- article-subhead: ಕಲ್ಯಾಣೋತ್ಸವ, ಸ್ಟಾರ್ಟ್ಅಪ್ ಕಂಪನಿಗಳ ಜೊತೆ ಸಭೆ: ಟಿಟಿಡಿ ಸದಸ್ಯ ಎಸ್ ನರೇಶ್‌ಕುಮಾರ್: [96, 1018, 444, 1033]
- article-body-bottom: ಭಾರತ ವೈಭವ ಸುದ್ದಿ: ಜಮಖಂಡಿ- ವರದಿ:- ಸಾಕ್ಷಿ ಕುಲಕರ್ಣಿ. ನಮ್ಮೊಂದು ಸುಂದರ, ಆರೋಗ್ಯಕರ ಜೀವನಕ್ಕೆ ಪರಿಸರವನ್ನು ಬೆಳೆಸುವ ಮೂಲಕ ರಕ್ಷಿಸಬೇಕಿದೆ. ಇಂದು ಪರಿಸರ ಸಂರಕ್ಷಣೆ ಅತ್ಯಂತ ಅಗತ್ಯವಾಗಿದ್ದು ಪ್ರತಿಯೊಬ್ಬರೂ ಗಿಡಗಳನ್ನು ನೆಟ್ಟು ಪೋಷಿಸಬೇಕು. ವೃಕ್ಷಗಳನ್ನು ಕಡಿಯುವ ಬದಲು ಬೆಳೆಸುವ ಕಾರ್ಯ ಮಾಡಬೇಕು ಎಂದು ಮುಖ್ಯ ಅತಿಥಿಗಳಾದ ಆಶಾದೇವಿ ಹೇಳಿದರು. ತಾಲೂಕಿನ ಸರಕಾರಿ ಮಾದರಿ ಪ್ರಾಥಮಿಕ ಶಾಲಾ ಆವರಣದಲ್ಲಿ ಹಮ್ಮಿಕೊಂಡಿದ್ದ ವಿಶ್ವ ಪರಿಸರ ದಿನಾಚರಣೆ ಕಾರ್ಯಕ್ರಮದಲ್ಲಿ ಅವರು ಮಾತನಾಡಿದರು. ಶಿಕ್ಷಕರು ಮತ್ತು ವಿದ್ಯಾರ್ಥಿಗಳು ಪರಿಸರ ಜಾಗೃತಿ ಜಾಥಾದಲ್ಲಿ ಪಾಲ್ಗೊಂಡರು. ಮಕ್ಕಳಿಗೆ ಸಸಿಗಳನ್ನು ವಿತರಿಸಲಾಯಿತು. ಕಾರ್ಯಕ್ರಮದ ಅಧ್ಯಕ್ಷತೆಯನ್ನು ಶಾಲೆಯ ಮುಖ್ಯೋಪಾಧ್ಯಾಯರು ವಹಿಸಿದ್ದರು. ಗೀತಾ ಧಾರಣೆ ಪ್ರಾರ್ಥನೆ ಹಾಡಿದರು. ದಾನಮ್ಮ ಪಂಚಕಟ್ಟಿಮಠ ಸ್ವಾಗತಿಸಿದರು. ಶಿಕ್ಷಕರಾದ ಎಸ್.ಬಿ. ನಾಯಕ ನಿರೂಪಿಸಿದರು. ವಿದ್ಯಾ ಕಾಂಬಳೆ ಸಂಗಣ್ಣವರ ವಂದನಾರ್ಪಣೆ ಮಾಡಿದರು. ಪರಿಸರ ಪ್ರೇಮಿಗಳು, ಪಾಲಕರು ಹಾಗೂ ಗ್ರಾಮಸ್ಥರು ಭಾಗವಹಿಸಿದ್ದರು.: [146, 791, 396, 915]
- article-ttd-chairman-visit: [6, 985, 534, 1405]
- logo-english: Bharat Vaibhav Daily: [6, 44, 105, 55]
